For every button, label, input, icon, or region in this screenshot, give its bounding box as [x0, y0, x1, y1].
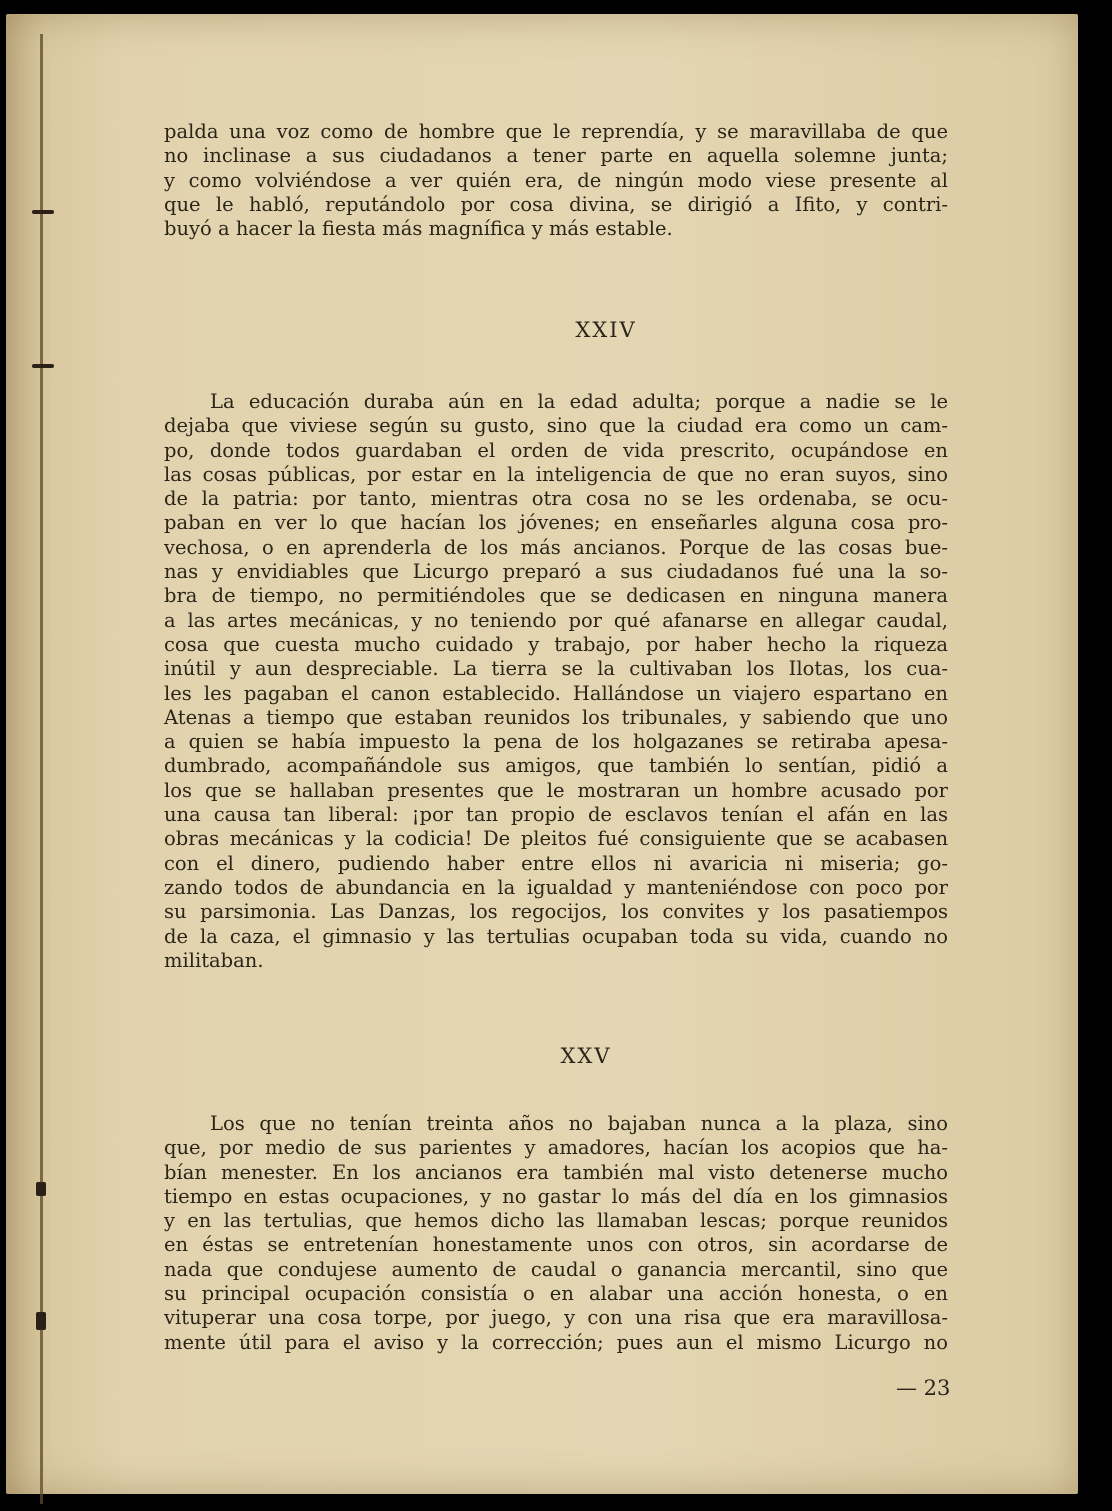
- section-xxiv-paragraph: [164, 390, 948, 973]
- binding-stitch: [32, 210, 54, 214]
- text-line: palda una voz como de hombre que le reprendía, y se maravillaba de que: [164, 120, 948, 143]
- text-line: que, por medio de sus parientes y amadores, hacían los acopios que ha-: [164, 1136, 948, 1160]
- text-line: paban en ver lo que hacían los jóvenes; en enseñarles alguna cosa pro-: [164, 511, 948, 535]
- page-number: — 23: [896, 1376, 951, 1400]
- text-line: con el dinero, pudiendo haber entre ellos ni avaricia ni miseria; go-: [164, 851, 948, 875]
- binding-stitch: [36, 1182, 46, 1196]
- text-line: los que se hallaban presentes que le mostraran un hombre acusado por: [164, 778, 948, 802]
- text-line: zando todos de abundancia en la igualdad y manteniéndose con poco por: [164, 875, 948, 899]
- binding-stitch: [36, 1312, 46, 1330]
- scan-edge: [1078, 0, 1112, 1511]
- text-line: dumbrado, acompañándole sus amigos, que también lo sentían, pidió a: [164, 754, 948, 778]
- text-line: militaban.: [164, 948, 264, 972]
- text-line: que le habló, reputándolo por cosa divina, se dirigió a Ifito, y contri-: [164, 192, 948, 216]
- binding-thread: [40, 34, 43, 1504]
- section-heading-xxv: XXV: [560, 1044, 612, 1068]
- text-line: nada que condujese aumento de caudal o ganancia mercantil, sino que: [164, 1257, 948, 1281]
- text-line: dejaba que viviese según su gusto, sino que la ciudad era como un cam-: [164, 414, 948, 438]
- text-line: La educación duraba aún en la edad adulta; porque a nadie se le: [210, 390, 948, 413]
- paper-sheet: [6, 14, 1078, 1494]
- text-line: buyó a hacer la fiesta más magnífica y más estable.: [164, 217, 673, 241]
- top-paragraph: [164, 120, 948, 241]
- text-line: a quien se había impuesto la pena de los holgazanes se retiraba apesa-: [164, 730, 948, 754]
- text-line: bra de tiempo, no permitiéndoles que se dedicasen en ninguna manera: [164, 584, 948, 608]
- text-line: vituperar una cosa torpe, por juego, y con una risa que era maravillosa-: [164, 1306, 948, 1330]
- text-line: les les pagaban el canon establecido. Hallándose un viajero espartano en: [164, 681, 948, 705]
- text-line: y como volviéndose a ver quién era, de ningún modo viese presente al: [164, 168, 948, 192]
- text-line: no inclinase a sus ciudadanos a tener parte en aquella solemne junta;: [164, 144, 948, 168]
- text-line: inútil y aun despreciable. La tierra se la cultivaban los Ilotas, los cua-: [164, 657, 948, 681]
- text-line: Atenas a tiempo que estaban reunidos los tribunales, y sabiendo que uno: [164, 705, 948, 729]
- text-line: a las artes mecánicas, y no teniendo por qué afanarse en allegar caudal,: [164, 608, 948, 632]
- text-line: su principal ocupación consistía o en alabar una acción honesta, o en: [164, 1282, 948, 1306]
- section-xxv-paragraph: [164, 1112, 948, 1355]
- text-line: y en las tertulias, que hemos dicho las llamaban lescas; porque reunidos: [164, 1209, 948, 1233]
- text-line: obras mecánicas y la codicia! De pleitos fué consiguiente que se acabasen: [164, 827, 948, 851]
- text-line: de la caza, el gimnasio y las tertulias ocupaban toda su vida, cuando no: [164, 924, 948, 948]
- section-heading-xxiv: XXIV: [575, 318, 637, 342]
- text-line: en éstas se entretenían honestamente unos con otros, sin acordarse de: [164, 1233, 948, 1257]
- text-line: mente útil para el aviso y la corrección; pues aun el mismo Licurgo no: [164, 1330, 948, 1354]
- text-line: po, donde todos guardaban el orden de vida prescrito, ocupándose en: [164, 438, 948, 462]
- text-line: una causa tan liberal: ¡por tan propio de esclavos tenían el afán en las: [164, 803, 948, 827]
- binding-stitch: [32, 364, 54, 368]
- text-line: Los que no tenían treinta años no bajaban nunca a la plaza, sino: [210, 1112, 948, 1135]
- text-line: de la patria: por tanto, mientras otra cosa no se les ordenaba, se ocu-: [164, 487, 948, 511]
- text-line: nas y envidiables que Licurgo preparó a sus ciudadanos fué una la so-: [164, 560, 948, 584]
- text-line: las cosas públicas, por estar en la inteligencia de que no eran suyos, sino: [164, 462, 948, 486]
- text-line: bían menester. En los ancianos era también mal visto detenerse mucho: [164, 1160, 948, 1184]
- text-line: su parsimonia. Las Danzas, los regocijos, los convites y los pasatiempos: [164, 900, 948, 924]
- text-line: tiempo en estas ocupaciones, y no gastar lo más del día en los gimnasios: [164, 1184, 948, 1208]
- text-line: cosa que cuesta mucho cuidado y trabajo, por haber hecho la riqueza: [164, 632, 948, 656]
- text-line: vechosa, o en aprenderla de los más ancianos. Porque de las cosas bue-: [164, 535, 948, 559]
